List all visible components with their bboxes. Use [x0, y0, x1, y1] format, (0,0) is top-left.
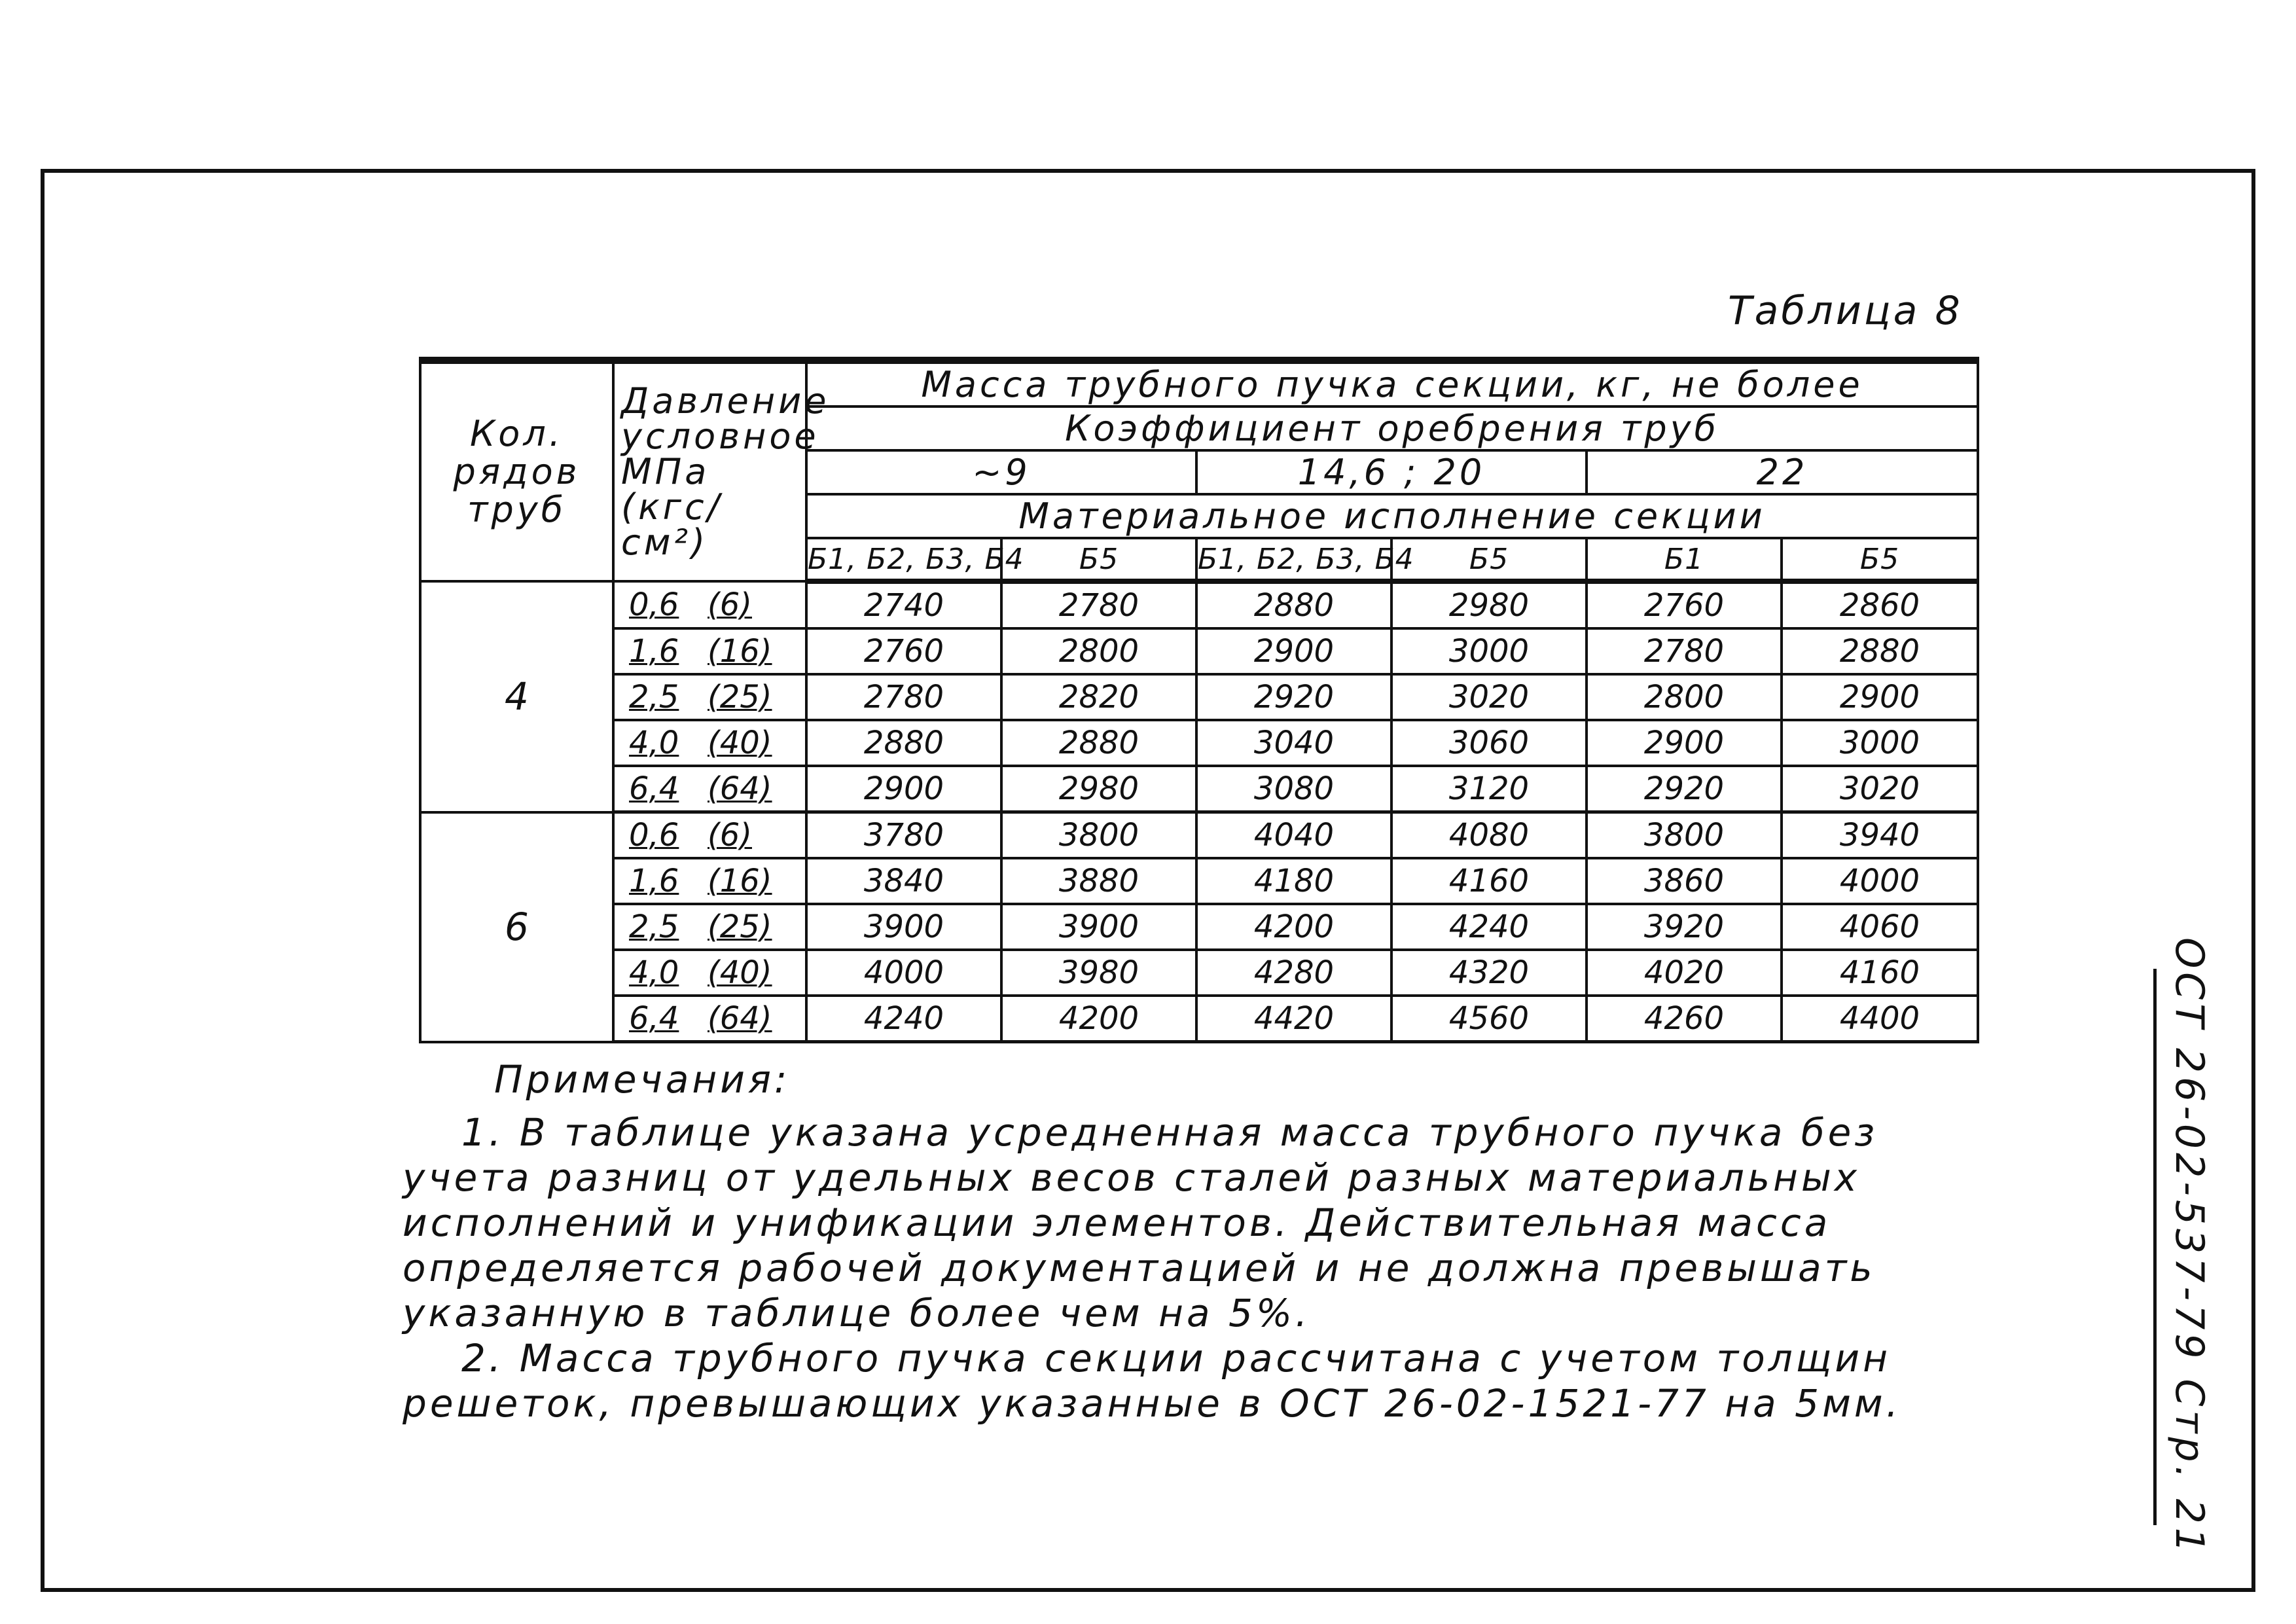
pressure-kgf: (64): [708, 1000, 772, 1037]
mass-cell: 4200: [1001, 996, 1196, 1042]
mass-cell: 3900: [1001, 904, 1196, 950]
mass-cell: 4560: [1391, 996, 1587, 1042]
mass-cell: 3980: [1001, 950, 1196, 996]
mass-cell: 2880: [1782, 628, 1978, 674]
pressure-kgf: (25): [708, 679, 772, 715]
mass-cell: 2880: [1001, 720, 1196, 766]
mass-cell: 4320: [1391, 950, 1587, 996]
mass-cell: 3780: [806, 812, 1001, 859]
pressure-cell: [613, 674, 806, 720]
side-stamp: [2153, 937, 2225, 1557]
mass-cell: 3880: [1001, 858, 1196, 904]
pressure-kgf: (40): [708, 725, 772, 761]
pressure-cell: [613, 628, 806, 674]
mass-cell: 3900: [806, 904, 1001, 950]
mass-cell: 2980: [1001, 766, 1196, 812]
material-header: Материальное исполнение секции: [806, 494, 1978, 538]
mass-cell: 2900: [1196, 628, 1391, 674]
pressure-mpa: 6,4: [629, 770, 679, 807]
mass-cell: 2880: [1196, 581, 1391, 628]
pressure-header: Давление условное МПа (кгс/см²): [613, 361, 806, 582]
mass-cell: 3000: [1391, 628, 1587, 674]
table-body: [420, 581, 1978, 1042]
mass-cell: 2780: [1001, 581, 1196, 628]
mass-cell: 4040: [1196, 812, 1391, 859]
mass-cell: 4160: [1782, 950, 1978, 996]
mass-cell: 2880: [806, 720, 1001, 766]
finning-value: 14,6 ; 20: [1196, 450, 1587, 494]
mass-cell: 2820: [1001, 674, 1196, 720]
mass-cell: 2780: [806, 674, 1001, 720]
mass-cell: 3020: [1782, 766, 1978, 812]
mass-header: Масса трубного пучка секции, кг, не более: [806, 361, 1978, 407]
pressure-cell: [613, 950, 806, 996]
pressure-cell: [613, 812, 806, 859]
pressure-mpa: 2,5: [629, 909, 679, 945]
finning-header: Коэффициент оребрения труб: [806, 406, 1978, 450]
mass-cell: 2860: [1782, 581, 1978, 628]
mass-cell: 4080: [1391, 812, 1587, 859]
mass-cell: 3020: [1391, 674, 1587, 720]
pressure-cell: [613, 766, 806, 812]
pressure-cell: [613, 581, 806, 628]
mass-cell: 2900: [1587, 720, 1782, 766]
mass-cell: 4260: [1587, 996, 1782, 1042]
table-row: [420, 674, 1978, 720]
table-row: [420, 720, 1978, 766]
note-item: 2. Масса трубного пучка секции рассчитана с учетом толщин решеток, превышающих указанные в ОСТ 26-02-1521-77 на 5мм.: [403, 1336, 1902, 1426]
finning-value: 22: [1587, 450, 1978, 494]
mass-cell: 4400: [1782, 996, 1978, 1042]
table-caption: Таблица 8: [1728, 288, 1963, 334]
pressure-cell: [613, 858, 806, 904]
rows-count-cell: 4: [420, 581, 613, 812]
mass-cell: 4200: [1196, 904, 1391, 950]
table-row: [420, 812, 1978, 859]
table-row: [420, 628, 1978, 674]
mass-cell: 2800: [1001, 628, 1196, 674]
pressure-kgf: (16): [708, 863, 772, 899]
mass-cell: 4240: [1391, 904, 1587, 950]
document-code: ОСТ 26-02-537-79 Стр. 21: [2166, 937, 2212, 1557]
mass-cell: 4240: [806, 996, 1001, 1042]
material-code: Б1, Б2, Б3, Б4: [1196, 538, 1391, 581]
pressure-kgf: (25): [708, 909, 772, 945]
pressure-mpa: 1,6: [629, 633, 679, 670]
table-row: [420, 858, 1978, 904]
material-code: Б1, Б2, Б3, Б4: [806, 538, 1001, 581]
mass-cell: 3060: [1391, 720, 1587, 766]
mass-cell: 4000: [1782, 858, 1978, 904]
mass-cell: 4280: [1196, 950, 1391, 996]
mass-cell: 4160: [1391, 858, 1587, 904]
pressure-kgf: (6): [708, 586, 752, 623]
pressure-cell: [613, 996, 806, 1042]
finning-value: ~9: [806, 450, 1196, 494]
mass-cell: 2760: [1587, 581, 1782, 628]
mass-table: [419, 357, 1979, 1043]
mass-cell: 2980: [1391, 581, 1587, 628]
pressure-mpa: 6,4: [629, 1000, 679, 1037]
note-item: 1. В таблице указана усредненная масса трубного пучка без учета разниц от удельных весов сталей разных материальных исполнений и унификации элементов. Действительная масса определяется рабочей документацией и не должна превышать указанную в таблице более чем на 5%.: [403, 1110, 1878, 1335]
mass-cell: 3920: [1587, 904, 1782, 950]
stamp-rule: [2153, 969, 2157, 1525]
mass-cell: 3000: [1782, 720, 1978, 766]
mass-cell: 2760: [806, 628, 1001, 674]
mass-cell: 4060: [1782, 904, 1978, 950]
mass-cell: 3800: [1587, 812, 1782, 859]
pressure-kgf: (40): [708, 954, 772, 991]
pressure-mpa: 4,0: [629, 954, 679, 991]
table-row: [420, 581, 1978, 628]
mass-cell: 4020: [1587, 950, 1782, 996]
pressure-mpa: 4,0: [629, 725, 679, 761]
material-code: Б5: [1391, 538, 1587, 581]
pressure-kgf: (16): [708, 633, 772, 670]
mass-cell: 2900: [1782, 674, 1978, 720]
mass-cell: 3860: [1587, 858, 1782, 904]
mass-cell: 3040: [1196, 720, 1391, 766]
mass-cell: 4000: [806, 950, 1001, 996]
mass-cell: 2800: [1587, 674, 1782, 720]
pressure-cell: [613, 720, 806, 766]
notes-title: Примечания:: [494, 1057, 791, 1102]
mass-cell: 4180: [1196, 858, 1391, 904]
mass-cell: 2900: [806, 766, 1001, 812]
notes: [403, 1057, 1908, 1426]
material-code: Б1: [1587, 538, 1782, 581]
pressure-cell: [613, 904, 806, 950]
mass-cell: 2740: [806, 581, 1001, 628]
pressure-kgf: (6): [708, 817, 752, 854]
pressure-mpa: 0,6: [629, 586, 679, 623]
table-row: [420, 996, 1978, 1042]
mass-cell: 3120: [1391, 766, 1587, 812]
pressure-mpa: 1,6: [629, 863, 679, 899]
rows-count-cell: 6: [420, 812, 613, 1042]
table-row: [420, 766, 1978, 812]
mass-cell: 3800: [1001, 812, 1196, 859]
mass-cell: 4420: [1196, 996, 1391, 1042]
table-row: [420, 904, 1978, 950]
mass-cell: 3840: [806, 858, 1001, 904]
pressure-mpa: 2,5: [629, 679, 679, 715]
pressure-mpa: 0,6: [629, 817, 679, 854]
table-row: [420, 950, 1978, 996]
mass-cell: 3940: [1782, 812, 1978, 859]
mass-cell: 3080: [1196, 766, 1391, 812]
rows-count-header: Кол. рядов труб: [420, 361, 613, 582]
mass-cell: 2920: [1587, 766, 1782, 812]
material-code: Б5: [1001, 538, 1196, 581]
pressure-kgf: (64): [708, 770, 772, 807]
mass-cell: 2780: [1587, 628, 1782, 674]
mass-cell: 2920: [1196, 674, 1391, 720]
material-code: Б5: [1782, 538, 1978, 581]
